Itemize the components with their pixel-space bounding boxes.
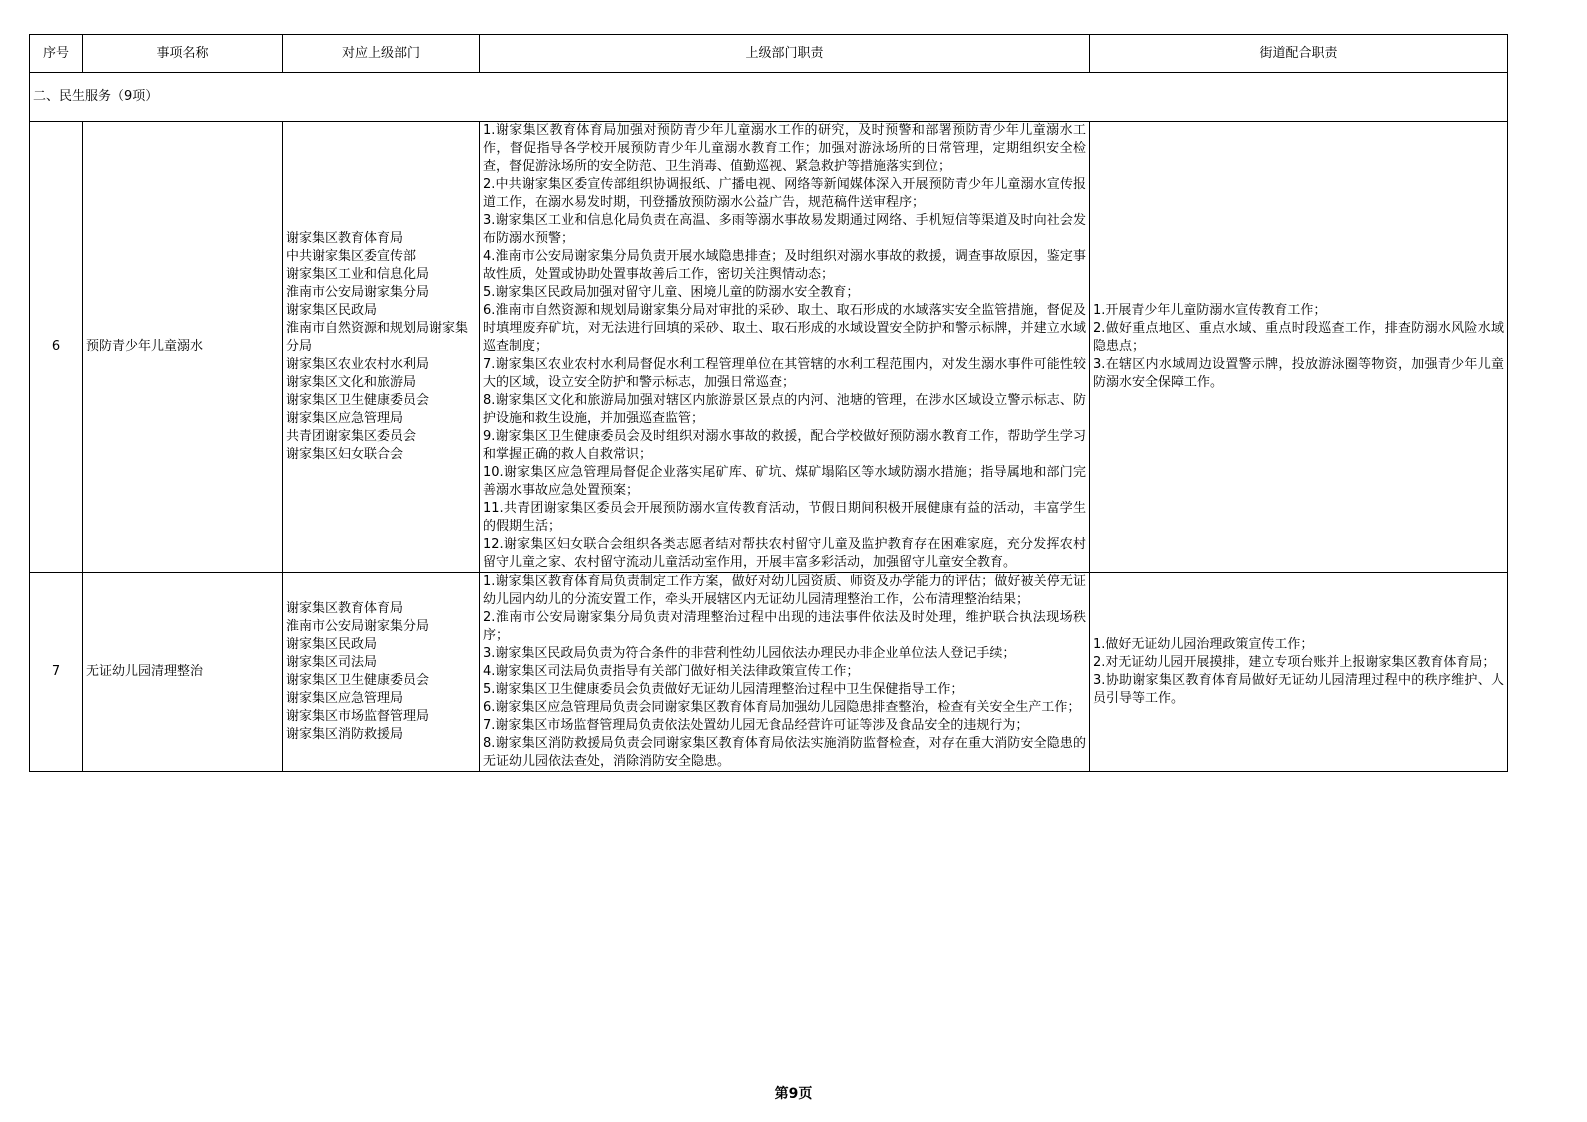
row-duties (480, 573, 1090, 772)
duty-item: 5.谢家集区卫生健康委员会负责做好无证幼儿园清理整治过程中卫生保健指导工作； (483, 682, 964, 697)
duty-item: 8.谢家集区消防救援局负责会同谢家集区教育体育局依法实施消防监督检查，对存在重大消防安全隐患的无证幼儿园依法查处，消除消防安全隐患。 (483, 736, 1086, 769)
header-no: 序号 (30, 35, 83, 73)
duty-item: 6.淮南市自然资源和规划局谢家集分局对审批的采砂、取土、取石形成的水域落实安全监管措施，督促及时填埋废弃矿坑，对无法进行回填的采砂、取土、取石形成的水域设置安全防护和警示标牌，并建立水域巡查制度； (483, 303, 1086, 354)
duty-item: 3.谢家集区民政局负责为符合条件的非营利性幼儿园依法办理民办非企业单位法人登记手续； (483, 646, 1016, 661)
duty-item: 6.谢家集区应急管理局负责会同谢家集区教育体育局加强幼儿园隐患排查整治，检查有关安全生产工作； (483, 700, 1081, 715)
duty-item: 5.谢家集区民政局加强对留守儿童、困境儿童的防溺水安全教育； (483, 285, 860, 300)
duty-item: 3.谢家集区工业和信息化局负责在高温、多雨等溺水事故易发期通过网络、手机短信等渠道及时向社会发布防溺水预警； (483, 213, 1086, 246)
department-line: 谢家集区工业和信息化局 (286, 267, 430, 282)
duty-table (29, 34, 1508, 772)
duty-item: 1.谢家集区教育体育局负责制定工作方案，做好对幼儿园资质、师资及办学能力的评估；做好被关停无证幼儿园内幼儿的分流安置工作，牵头开展辖区内无证幼儿园清理整治工作，公布清理整治结果； (483, 574, 1086, 607)
department-line: 共青团谢家集区委员会 (286, 429, 417, 444)
street-duty-item: 2.做好重点地区、重点水域、重点时段巡查工作，排查防溺水风险水域隐患点； (1093, 321, 1504, 354)
row-duties (480, 122, 1090, 573)
department-line: 谢家集区文化和旅游局 (286, 375, 417, 390)
duty-item: 4.谢家集区司法局负责指导有关部门做好相关法律政策宣传工作； (483, 664, 860, 679)
department-line: 谢家集区民政局 (286, 303, 378, 318)
duty-item: 9.谢家集区卫生健康委员会及时组织对溺水事故的救援，配合学校做好预防溺水教育工作，帮助学生学习和掌握正确的救人自救常识； (483, 429, 1086, 462)
row-departments (283, 122, 480, 573)
duty-item: 10.谢家集区应急管理局督促企业落实尾矿库、矿坑、煤矿塌陷区等水域防溺水措施；指导属地和部门完善溺水事故应急处置预案； (483, 465, 1086, 498)
department-line: 中共谢家集区委宣传部 (286, 249, 417, 264)
department-line: 谢家集区教育体育局 (286, 231, 404, 246)
duty-item: 12.谢家集区妇女联合会组织各类志愿者结对帮扶农村留守儿童及监护教育存在困难家庭，充分发挥农村留守儿童之家、农村留守流动儿童活动室作用，开展丰富多彩活动，加强留守儿童安全教育。 (483, 537, 1086, 570)
row-departments (283, 573, 480, 772)
header-duty: 上级部门职责 (480, 35, 1090, 73)
street-duty-item: 3.在辖区内水域周边设置警示牌，投放游泳圈等物资，加强青少年儿童防溺水安全保障工作。 (1093, 357, 1504, 390)
department-line: 淮南市公安局谢家集分局 (286, 285, 430, 300)
street-duty-item: 2.对无证幼儿园开展摸排，建立专项台账并上报谢家集区教育体育局； (1093, 655, 1496, 670)
duty-item: 4.淮南市公安局谢家集分局负责开展水域隐患排查；及时组织对溺水事故的救援，调查事故原因，鉴定事故性质，处置或协助处置事故善后工作，密切关注舆情动态； (483, 249, 1086, 282)
row-item-name: 无证幼儿园清理整治 (83, 573, 283, 772)
department-line: 谢家集区消防救援局 (286, 727, 404, 742)
street-duty-item: 1.开展青少年儿童防溺水宣传教育工作； (1093, 303, 1327, 318)
row-street-duties (1090, 573, 1508, 772)
header-item: 事项名称 (83, 35, 283, 73)
department-line: 谢家集区民政局 (286, 637, 378, 652)
section-title: 二、民生服务（9项） (30, 73, 1508, 122)
header-street: 街道配合职责 (1090, 35, 1508, 73)
duty-item: 11.共青团谢家集区委员会开展预防溺水宣传教育活动，节假日期间积极开展健康有益的活动，丰富学生的假期生活； (483, 501, 1086, 534)
table-row (30, 122, 1508, 573)
duty-item: 7.谢家集区农业农村水利局督促水利工程管理单位在其管辖的水利工程范围内，对发生溺水事件可能性较大的区域，设立安全防护和警示标志，加强日常巡查； (483, 357, 1086, 390)
department-line: 谢家集区应急管理局 (286, 411, 404, 426)
street-duty-item: 1.做好无证幼儿园治理政策宣传工作； (1093, 637, 1314, 652)
street-duty-item: 3.协助谢家集区教育体育局做好无证幼儿园清理过程中的秩序维护、人员引导等工作。 (1093, 673, 1504, 706)
department-line: 谢家集区司法局 (286, 655, 378, 670)
page-number: 第9页 (774, 1086, 813, 1102)
row-number: 6 (30, 122, 83, 573)
duty-item: 8.谢家集区文化和旅游局加强对辖区内旅游景区景点的内河、池塘的管理，在涉水区域设立警示标志、防护设施和救生设施，并加强巡查监管； (483, 393, 1086, 426)
section-row (30, 73, 1508, 122)
department-line: 淮南市公安局谢家集分局 (286, 619, 430, 634)
department-line: 谢家集区市场监督管理局 (286, 709, 430, 724)
department-line: 谢家集区妇女联合会 (286, 447, 404, 462)
department-line: 谢家集区卫生健康委员会 (286, 673, 430, 688)
duty-item: 2.中共谢家集区委宣传部组织协调报纸、广播电视、网络等新闻媒体深入开展预防青少年儿童溺水宣传报道工作，在溺水易发时期，刊登播放预防溺水公益广告，规范稿件送审程序； (483, 177, 1086, 210)
row-item-name: 预防青少年儿童溺水 (83, 122, 283, 573)
duty-item: 1.谢家集区教育体育局加强对预防青少年儿童溺水工作的研究，及时预警和部署预防青少年儿童溺水工作，督促指导各学校开展预防青少年儿童溺水教育工作；加强对游泳场所的日常管理，定期组织安全检查，督促游泳场所的安全防范、卫生消毒、值勤巡视、紧急救护等措施落实到位； (483, 123, 1086, 174)
duty-item: 2.淮南市公安局谢家集分局负责对清理整治过程中出现的违法事件依法及时处理，维护联合执法现场秩序； (483, 610, 1086, 643)
header-row (30, 35, 1508, 73)
header-dept: 对应上级部门 (283, 35, 480, 73)
department-line: 淮南市自然资源和规划局谢家集分局 (286, 321, 469, 354)
department-line: 谢家集区教育体育局 (286, 601, 404, 616)
department-line: 谢家集区卫生健康委员会 (286, 393, 430, 408)
row-number: 7 (30, 573, 83, 772)
department-line: 谢家集区农业农村水利局 (286, 357, 430, 372)
table-row (30, 573, 1508, 772)
department-line: 谢家集区应急管理局 (286, 691, 404, 706)
duty-item: 7.谢家集区市场监督管理局负责依法处置幼儿园无食品经营许可证等涉及食品安全的违规行为； (483, 718, 1029, 733)
row-street-duties (1090, 122, 1508, 573)
